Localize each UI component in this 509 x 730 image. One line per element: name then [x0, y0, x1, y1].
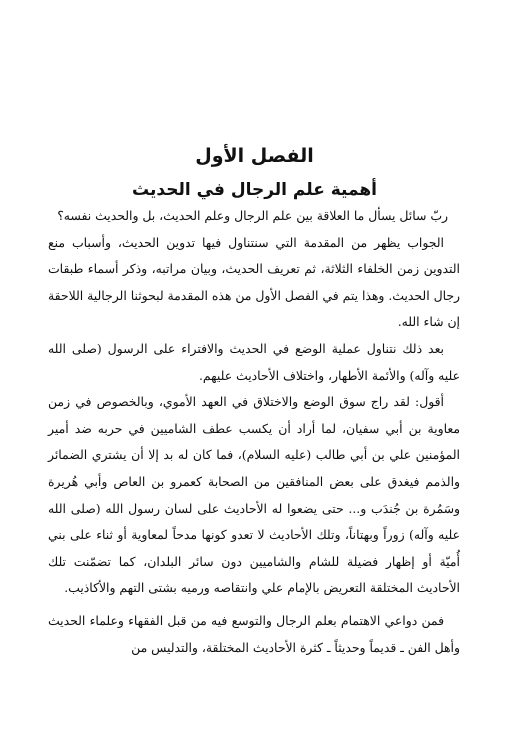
- chapter-title: الفصل الأول: [195, 145, 314, 167]
- paragraph-answer: الجواب يظهر من المقدمة التي سنتناول فيها تدوين الحديث، وأسباب منع التدوين زمن الخلفاء الثلاثة، ثم تعريف الحديث، وبيان مراتبه، وذكر أسماء طبقات رجال الحديث. وهذا يتم في الفصل الأول من هذه المقدمة لبحوثنا الرجالية اللاحقة إن شاء الله.: [48, 234, 460, 330]
- paragraph-question: ربّ سائل يسأل ما العلاقة بين علم الرجال وعلم الحديث، بل والحديث نفسه؟: [57, 208, 448, 223]
- chapter-subtitle: أهمية علم الرجال في الحديث: [132, 180, 377, 200]
- paragraph-fabrication-intro: بعد ذلك نتناول عملية الوضع في الحديث والافتراء على الرسول (صلى الله عليه وآله) والأئمة الأطهار، واختلاف الأحاديث عليهم.: [48, 340, 460, 383]
- body-text: [48, 203, 460, 661]
- paragraph-motives: فمن دواعي الاهتمام بعلم الرجال والتوسع فيه من قبل الفقهاء وعلماء الحديث وأهل الفن ـ قديماً وحديثاً ـ كثرة الأحاديث المختلقة، والتدليس من: [48, 612, 460, 655]
- paragraph-umayyad-era: أقول: لقد راج سوق الوضع والاختلاق في العهد الأموي، وبالخصوص في زمن معاوية بن أبي سفيان، لما أراد أن يكسب عطف الشاميين في حربه ضد أمير المؤمنين علي بن أبي طالب (عليه السلام)، فما كان له بد إلا أن يشتري الضمائر والذمم فيغدق على بعض المنافقين من الصحابة كعمرو بن العاص وأبي هُريرة وسَمُرة بن جُندَب و... حتى يضعوا له الأحاديث على لسان رسول الله (صلى الله عليه وآله) زوراً وبهتاناً، وتلك الأحاديث لا تعدو كونها مدحاً لمعاوية أو ثناء على بني أُميّة أو إظهار فضيلة للشام والشاميين دون سائر البلدان، كما تضمّنت تلك الأحاديث المختلقة التعريض بالإمام علي وانتقاصه ورميه بشتى التهم والأكاذيب.: [48, 394, 460, 596]
